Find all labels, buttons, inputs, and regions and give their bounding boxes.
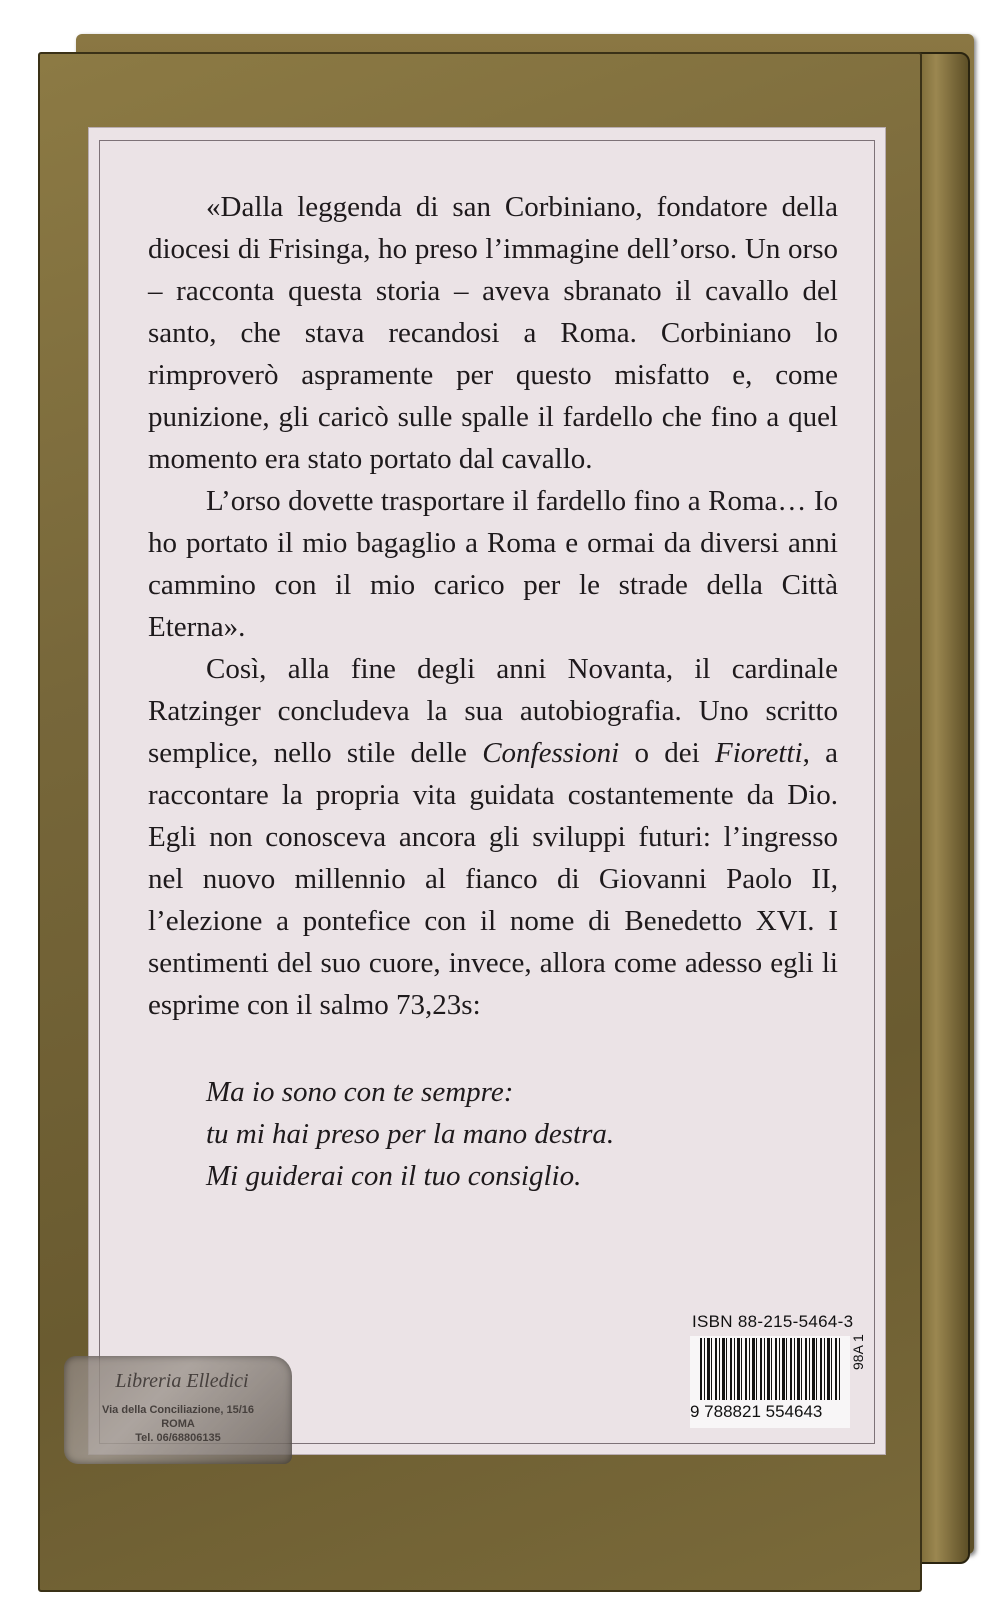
sticker-phone: Tel. 06/68806135 [135,1432,221,1444]
title-confessioni: Confessioni [482,737,620,769]
paragraph-3-text-a: Così, alla fine degli anni Novanta, il cardinale Ratzinger concludeva la sua autobiografia. Uno scritto semplice, nello stile delle [148,653,838,769]
barcode-number: 9 788821 554643 [690,1402,823,1421]
barcode-icon [700,1338,840,1400]
isbn-label: ISBN 88-215-5464-3 [692,1312,854,1331]
title-fioretti: Fioretti [715,737,803,769]
verse-line: tu mi hai preso per la mano destra. [206,1118,615,1150]
sticker-address: Via della Conciliazione, 15/16 [101,1404,255,1416]
paragraph-3-text-c: , a raccontare la propria vita guidata costantemente da Dio. Egli non conosceva ancora gli sviluppi futuri: l’ingresso nel nuovo millennio al fianco di Giovanni Paolo II, l’elezione a pontefice con il nome di Benedetto XVI. I sentimenti del suo cuore, invece, allora come adesso egli li esprime con il salmo 73,23s: [148,737,838,1021]
bookstore-sticker [64,1356,292,1464]
blurb-paragraph-3 [148,648,838,1026]
blurb-paragraph-2: L’orso dovette trasportare il fardello fino a Roma… Io ho portato il mio bagaglio a Roma e ormai da diversi anni cammino con il mio carico per le strade della Città Eterna». [148,485,838,643]
verse-line: Mi guiderai con il tuo consiglio. [206,1160,582,1192]
paragraph-3-text-b: o dei [619,737,716,769]
sticker-city: ROMA [161,1418,195,1430]
blurb-paragraph-1: «Dalla leggenda di san Corbiniano, fondatore della diocesi di Frisinga, ho preso l’immagine dell’orso. Un orso – racconta questa storia – aveva sbranato il cavallo del santo, che stava recandosi a Roma. Corbiniano lo rimproverò aspramente per questo misfatto e, come punizione, gli caricò sulle spalle il fardello che fino a quel momento era stato portato dal cavallo. [148,191,838,475]
blurb-text [148,186,838,1026]
verse-line: Ma io sono con te sempre: [206,1076,514,1108]
sticker-title: Libreria Elledici [115,1370,249,1392]
barcode-side-code: 98A 1 [850,1334,866,1370]
psalm-verse [206,1071,806,1197]
